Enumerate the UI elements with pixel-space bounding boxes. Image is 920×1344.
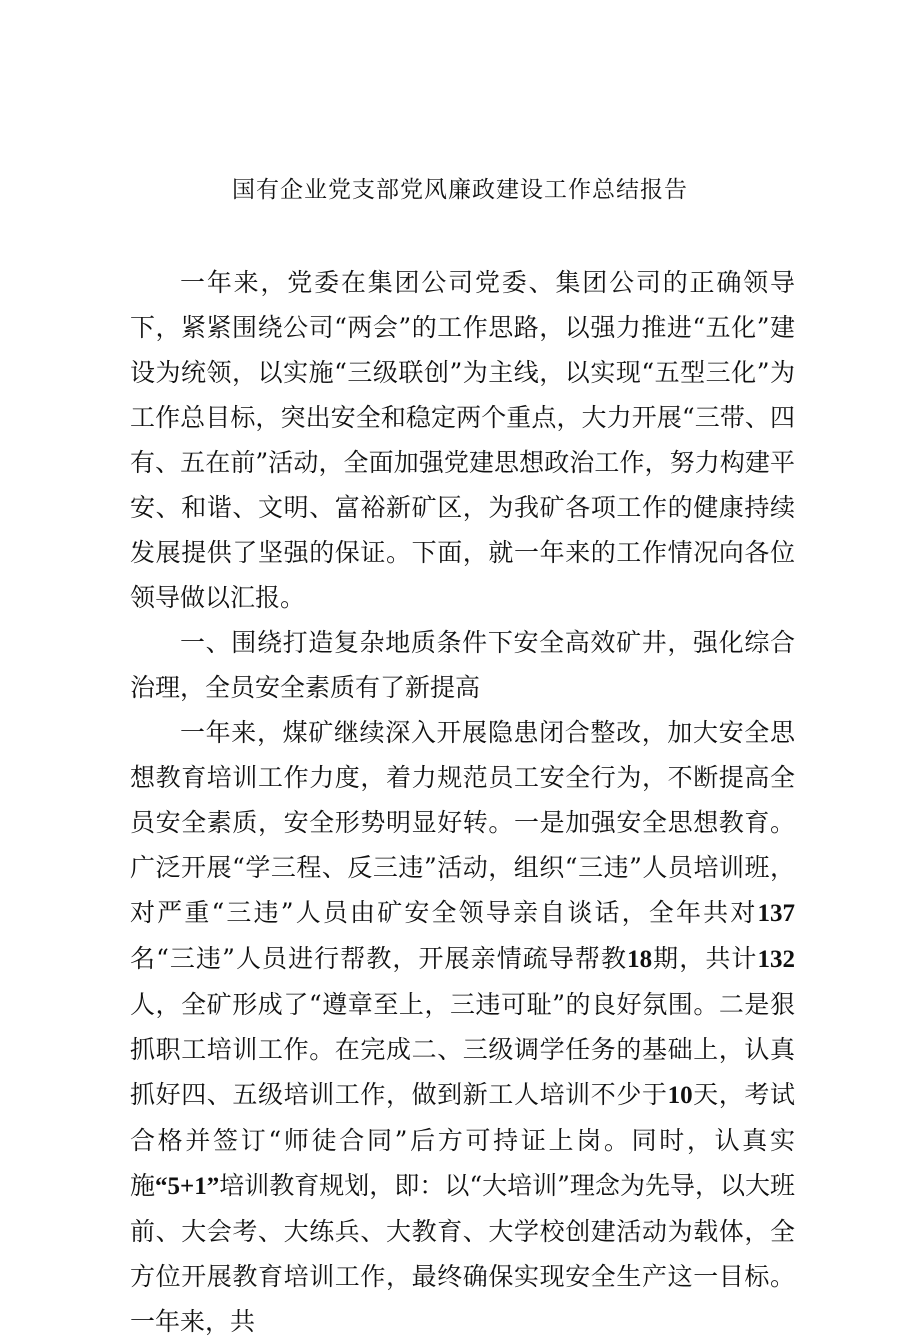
number-run: “5+1” <box>155 1173 220 1200</box>
text-run: 培训教育规划，即：以“大培训”理念为先导，以大班前、大会考、大练兵、大教育、大学校创建活动为载体，全方位开展教育培训工作，最终确保实现安全生产这一目标。一年来，共 <box>130 1171 795 1336</box>
section-1-heading: 一、围绕打造复杂地质条件下安全高效矿井，强化综合治理，全员安全素质有了新提高 <box>130 628 795 702</box>
document-body <box>130 260 795 1344</box>
intro-paragraph: 一年来，党委在集团公司党委、集团公司的正确领导下，紧紧围绕公司“两会”的工作思路，以强力推进“五化”建设为统领，以实施“三级联创”为主线，以实现“五型三化”为工作总目标，突出安全和稳定两个重点，大力开展“三带、四有、五在前”活动，全面加强党建思想政治工作，努力构建平安、和谐、文明、富裕新矿区，为我矿各项工作的健康持续发展提供了坚强的保证。下面，就一年来的工作情况向各位领导做以汇报。 <box>130 268 795 612</box>
section-1-paragraph <box>130 710 795 1344</box>
text-run: 一年来，煤矿继续深入开展隐患闭合整改，加大安全思想教育培训工作力度，着力规范员工安全行为，不断提高全员安全素质，安全形势明显好转。一是加强安全思想教育。广泛开展“学三程、反三违”活动，组织“三违”人员培训班，对严重“三违”人员由矿安全领导亲自谈话，全年共对 <box>130 718 795 927</box>
text-run: 天，考试合格并签订“师徒合同”后方可持证上岗。同时，认真实施 <box>130 1080 795 1200</box>
text-run: 人，全矿形成了“遵章至上，三违可耻”的良好氛围。二是狠抓职工培训工作。在完成二、三级调学任务的基础上，认真抓好四、五级培训工作，做到新工人培训不少于 <box>130 990 795 1109</box>
number-run: 18 <box>627 946 653 973</box>
number-run: 10 <box>667 1082 693 1109</box>
document-title: 国有企业党支部党风廉政建设工作总结报告 <box>232 177 688 203</box>
text-run: 期，共计 <box>652 944 758 973</box>
number-run: 132 <box>757 946 795 973</box>
number-run: 137 <box>757 900 795 927</box>
text-run: 名“三违”人员进行帮教，开展亲情疏导帮教 <box>130 944 628 973</box>
